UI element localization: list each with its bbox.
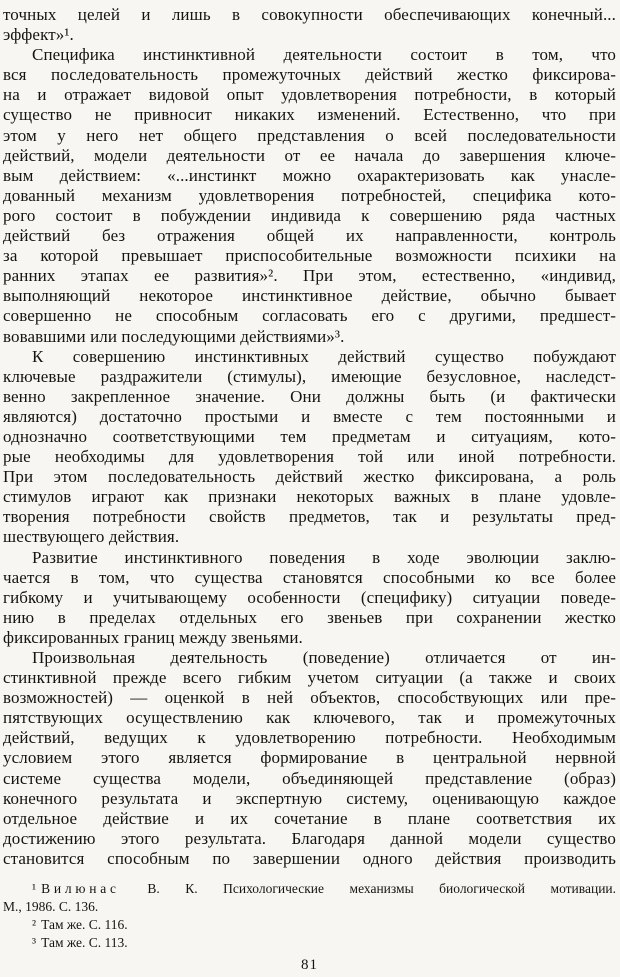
text-line: пятствующих осуществлению как ключевого, так и промежуточных: [3, 708, 616, 728]
text-line: являются) достаточно простыми и вместе с тем постоянными и: [3, 406, 616, 426]
text-line: точных целей и лишь в совокупности обеспечивающих конечный...: [3, 5, 616, 24]
text-line: нию в пределах отдельных его звеньев при сохранении жестко: [3, 607, 616, 627]
text-line: дованный механизм удовлетворения потребностей, специфика кото-: [3, 185, 616, 205]
text-line: становится способным по завершении одного действия производить: [3, 848, 616, 868]
text-line: вовавшими или последующими действиями»³.: [3, 326, 345, 346]
text-line: условием этого является формирование в центральной нервной: [3, 748, 616, 768]
text-line: фиксированных границ между звеньями.: [3, 627, 303, 647]
text-line: рые необходимы для удовлетворения той или иной потребности.: [3, 447, 616, 467]
text-line: существо не привносит никаких изменений. Естественно, что при: [3, 105, 616, 125]
footnote-1-text: Психологические механизмы биологической мотивации.: [223, 881, 617, 897]
text-line: чается в том, что существа становятся способными ко все более: [3, 567, 616, 587]
text-line: К совершению инстинктивных действий существо побуждают: [32, 346, 616, 366]
main-text-block: [3, 5, 616, 869]
footnote-1-continuation: М., 1986. С. 136.: [3, 899, 99, 915]
text-line: ранних этапах ее развития»². При этом, естественно, «индивид,: [3, 266, 616, 286]
text-line: совершенно не способным согласовать его с другими, предшест-: [3, 306, 616, 326]
text-line: отдельное действие и их сочетание в плане соответствия их: [3, 808, 616, 828]
page-number: 81: [301, 957, 318, 974]
text-line: вся последовательность промежуточных действий жестко фиксирова-: [3, 65, 616, 85]
text-line: При этом последовательность действий жестко фиксирована, а роль: [3, 467, 616, 487]
text-line: конечного результата и экспертную систему, оценивающую каждое: [3, 788, 616, 808]
footnote-2-text: Там же. С. 116.: [41, 917, 128, 933]
text-line: этом у него нет общего представления о всей последовательности: [3, 125, 616, 145]
text-line: возможностей) — оценкой в ней объектов, способствующих или пре-: [3, 688, 616, 708]
text-line: эффект»¹.: [3, 25, 74, 45]
text-line: однозначно соответствующими тем предметам и ситуациям, кото-: [3, 426, 616, 446]
footnote-3-marker: ³: [32, 935, 37, 951]
text-line: действий, ведущих к удовлетворению потребности. Необходимым: [3, 728, 616, 748]
text-line: Специфика инстинктивной деятельности состоит в том, что: [32, 45, 616, 65]
text-line: венно закрепленное значение. Они должны быть (и фактически: [3, 386, 616, 406]
text-line: выполняющий некоторое инстинктивное действие, обычно бывает: [3, 286, 616, 306]
footnote-1-marker: ¹: [32, 881, 37, 897]
text-line: Развитие инстинктивного поведения в ходе эволюции заклю-: [32, 547, 616, 567]
footnote-2: [3, 916, 616, 934]
text-line: действий, модели деятельности от ее начала до завершения ключе-: [3, 145, 616, 165]
footnote-2-marker: ²: [32, 917, 37, 933]
footnote-3-text: Там же. С. 113.: [41, 935, 128, 951]
text-line: стимулов играют как признаки некоторых важных в плане удовле-: [3, 487, 616, 507]
text-line: за которой превышает приспособительные возможности психики на: [3, 246, 616, 266]
text-line: действий без отражения общей их направленности, контроль: [3, 226, 616, 246]
text-line: Произвольная деятельность (поведение) отличается от ин-: [32, 648, 616, 667]
text-line: ключевые раздражители (стимулы), имеющие безусловное, наследст-: [3, 366, 616, 386]
text-line: достижению этого результата. Благодаря данной модели существо: [3, 828, 616, 848]
text-line: рого состоит в побуждении индивида к совершению ряда частных: [3, 205, 616, 225]
text-line: гибкому и учитывающему особенности (специфику) ситуации поведе-: [3, 587, 616, 607]
text-line: стинктивной прежде всего гибким учетом ситуации (а также и своих: [3, 668, 616, 688]
footnote-1-author: Вилюнас: [41, 881, 120, 897]
footnote-3: [3, 934, 616, 952]
text-line: вым действием: «...инстинкт можно охарактеризовать как унасле-: [3, 165, 616, 185]
footnotes-section: [3, 880, 616, 952]
text-line: на и отражает видовой опыт удовлетворения потребности, в который: [3, 85, 616, 105]
footnote-1: [3, 880, 616, 898]
footnote-1-author-initials: В. К.: [147, 881, 198, 897]
text-line: шествующего действия.: [3, 527, 180, 547]
text-line: творения потребности свойств предметов, так и результаты пред-: [3, 507, 616, 527]
text-line: системе существа модели, объединяющей представление (образ): [3, 768, 616, 788]
